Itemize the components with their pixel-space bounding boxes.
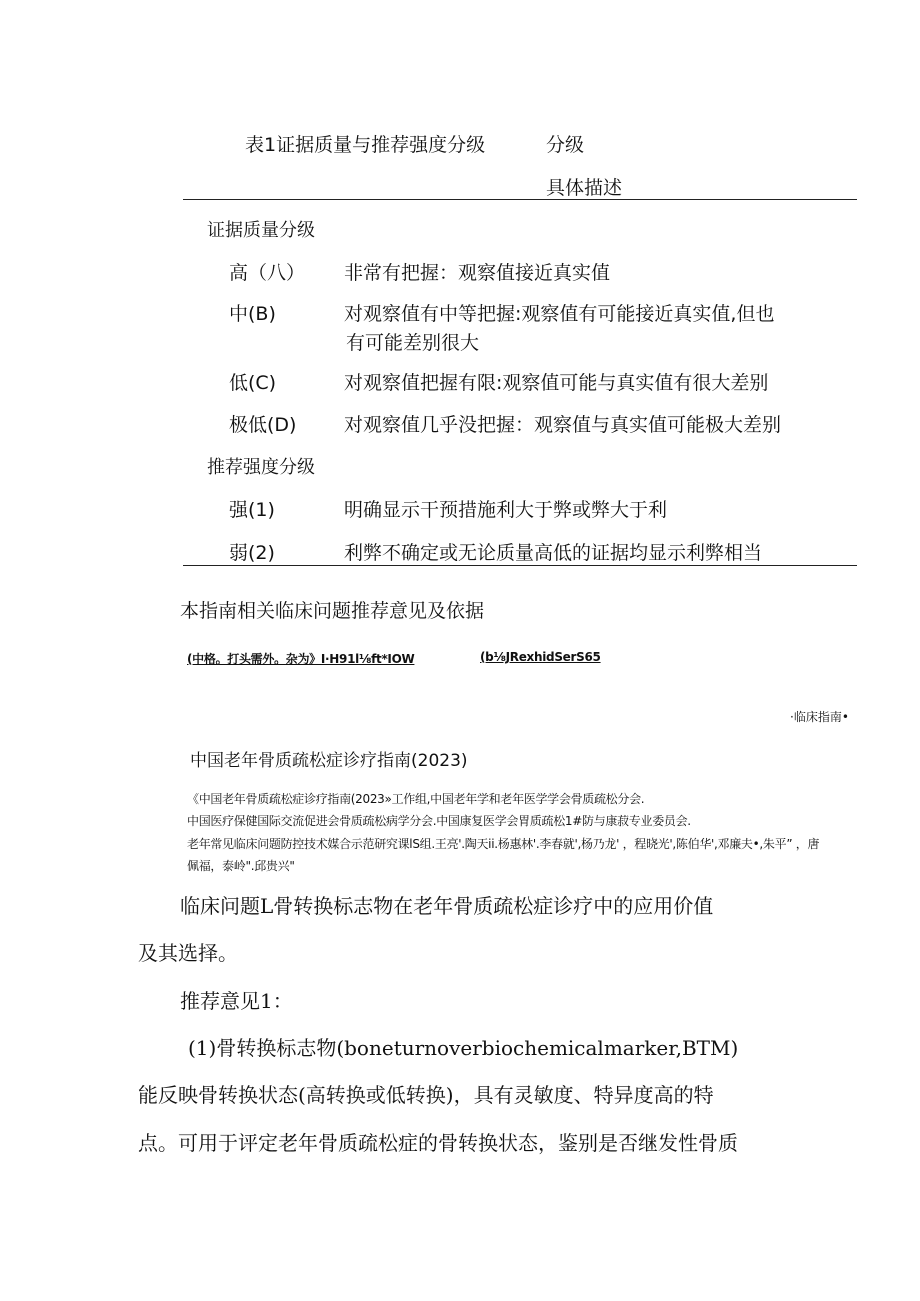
grade-strong: 强(1) xyxy=(229,499,275,521)
author-line-1: 《中国老年骨质疏松症诊疗指南(2023»工作组,中国老年学和老年医学学会骨质疏松分会. xyxy=(187,792,645,806)
desc-strong: 明确显示干预措施利大于弊或弊大于利 xyxy=(344,499,668,521)
garbled-header-right: (b⅛JRexhidSerS65 xyxy=(480,650,601,664)
grade-medium: 中(B) xyxy=(229,303,276,325)
grade-weak: 弱(2) xyxy=(229,542,275,564)
recommendation-label: 推荐意见1： xyxy=(180,989,293,1013)
clinical-question-line1: 临床问题L骨转换标志物在老年骨质疏松症诊疗中的应用价值 xyxy=(180,894,714,918)
column-header-description: 具体描述 xyxy=(546,177,623,199)
paragraph-1-line1: (1)骨转换标志物(boneturnoverbiochemicalmarker,BTM) xyxy=(188,1036,739,1060)
desc-low: 对观察值把握有限:观察值可能与真实值有很大差别 xyxy=(344,372,769,394)
quality-section-label: 证据质量分级 xyxy=(207,220,315,241)
table-top-rule xyxy=(183,199,857,200)
author-line-2: 中国医疗保健国际交流促进会骨质疏松病学分会.中国康复医学会胃质疏松1#防与康菽专业委员会. xyxy=(187,814,691,828)
desc-medium-line1: 对观察值有中等把握:观察值有可能接近真实值,但也 xyxy=(344,303,775,325)
column-header-grade: 分级 xyxy=(546,134,585,156)
paragraph-1-line3: 点。可用于评定老年骨质疏松症的骨转换状态，鉴别是否继发性骨质 xyxy=(138,1131,738,1155)
guideline-heading: 本指南相关临床问题推荐意见及依据 xyxy=(180,600,485,622)
desc-weak: 利弊不确定或无论质量高低的证据均显示利弊相当 xyxy=(344,542,763,564)
table-bottom-rule xyxy=(183,565,857,566)
grade-very-low: 极低(D) xyxy=(229,414,297,436)
article-title: 中国老年骨质疏松症诊疗指南(2023) xyxy=(190,751,468,771)
author-line-3: 老年常见临床问题防控技术媒合示范研究课lS组.王亮'.陶天ii.杨惠林'.李春就',杨乃龙' ，程晓光',陈伯华',邓廉夫•,朱平” ，唐 xyxy=(187,837,820,851)
table-title: 表1证据质量与推荐强度分级 xyxy=(245,134,486,156)
author-line-4: 佩福，泰岭".邱贵兴" xyxy=(187,859,295,873)
grade-low: 低(C) xyxy=(229,372,277,394)
paragraph-1-line2: 能反映骨转换状态(高转换或低转换)，具有灵敏度、特异度高的特 xyxy=(138,1083,714,1107)
grade-high: 高（八） xyxy=(229,262,306,284)
strength-section-label: 推荐强度分级 xyxy=(207,457,315,478)
garbled-header-left: (中格。打头需外。杂为》I·H91l⅛ft*IOW xyxy=(187,652,415,666)
desc-medium-line2: 有可能差别很大 xyxy=(346,332,480,354)
desc-very-low: 对观察值几乎没把握：观察值与真实值可能极大差别 xyxy=(344,414,782,436)
clinical-question-line2: 及其选择。 xyxy=(138,941,238,965)
desc-high: 非常有把握：观察值接近真实值 xyxy=(344,262,611,284)
page-section-tag: ·临床指南• xyxy=(790,710,849,724)
